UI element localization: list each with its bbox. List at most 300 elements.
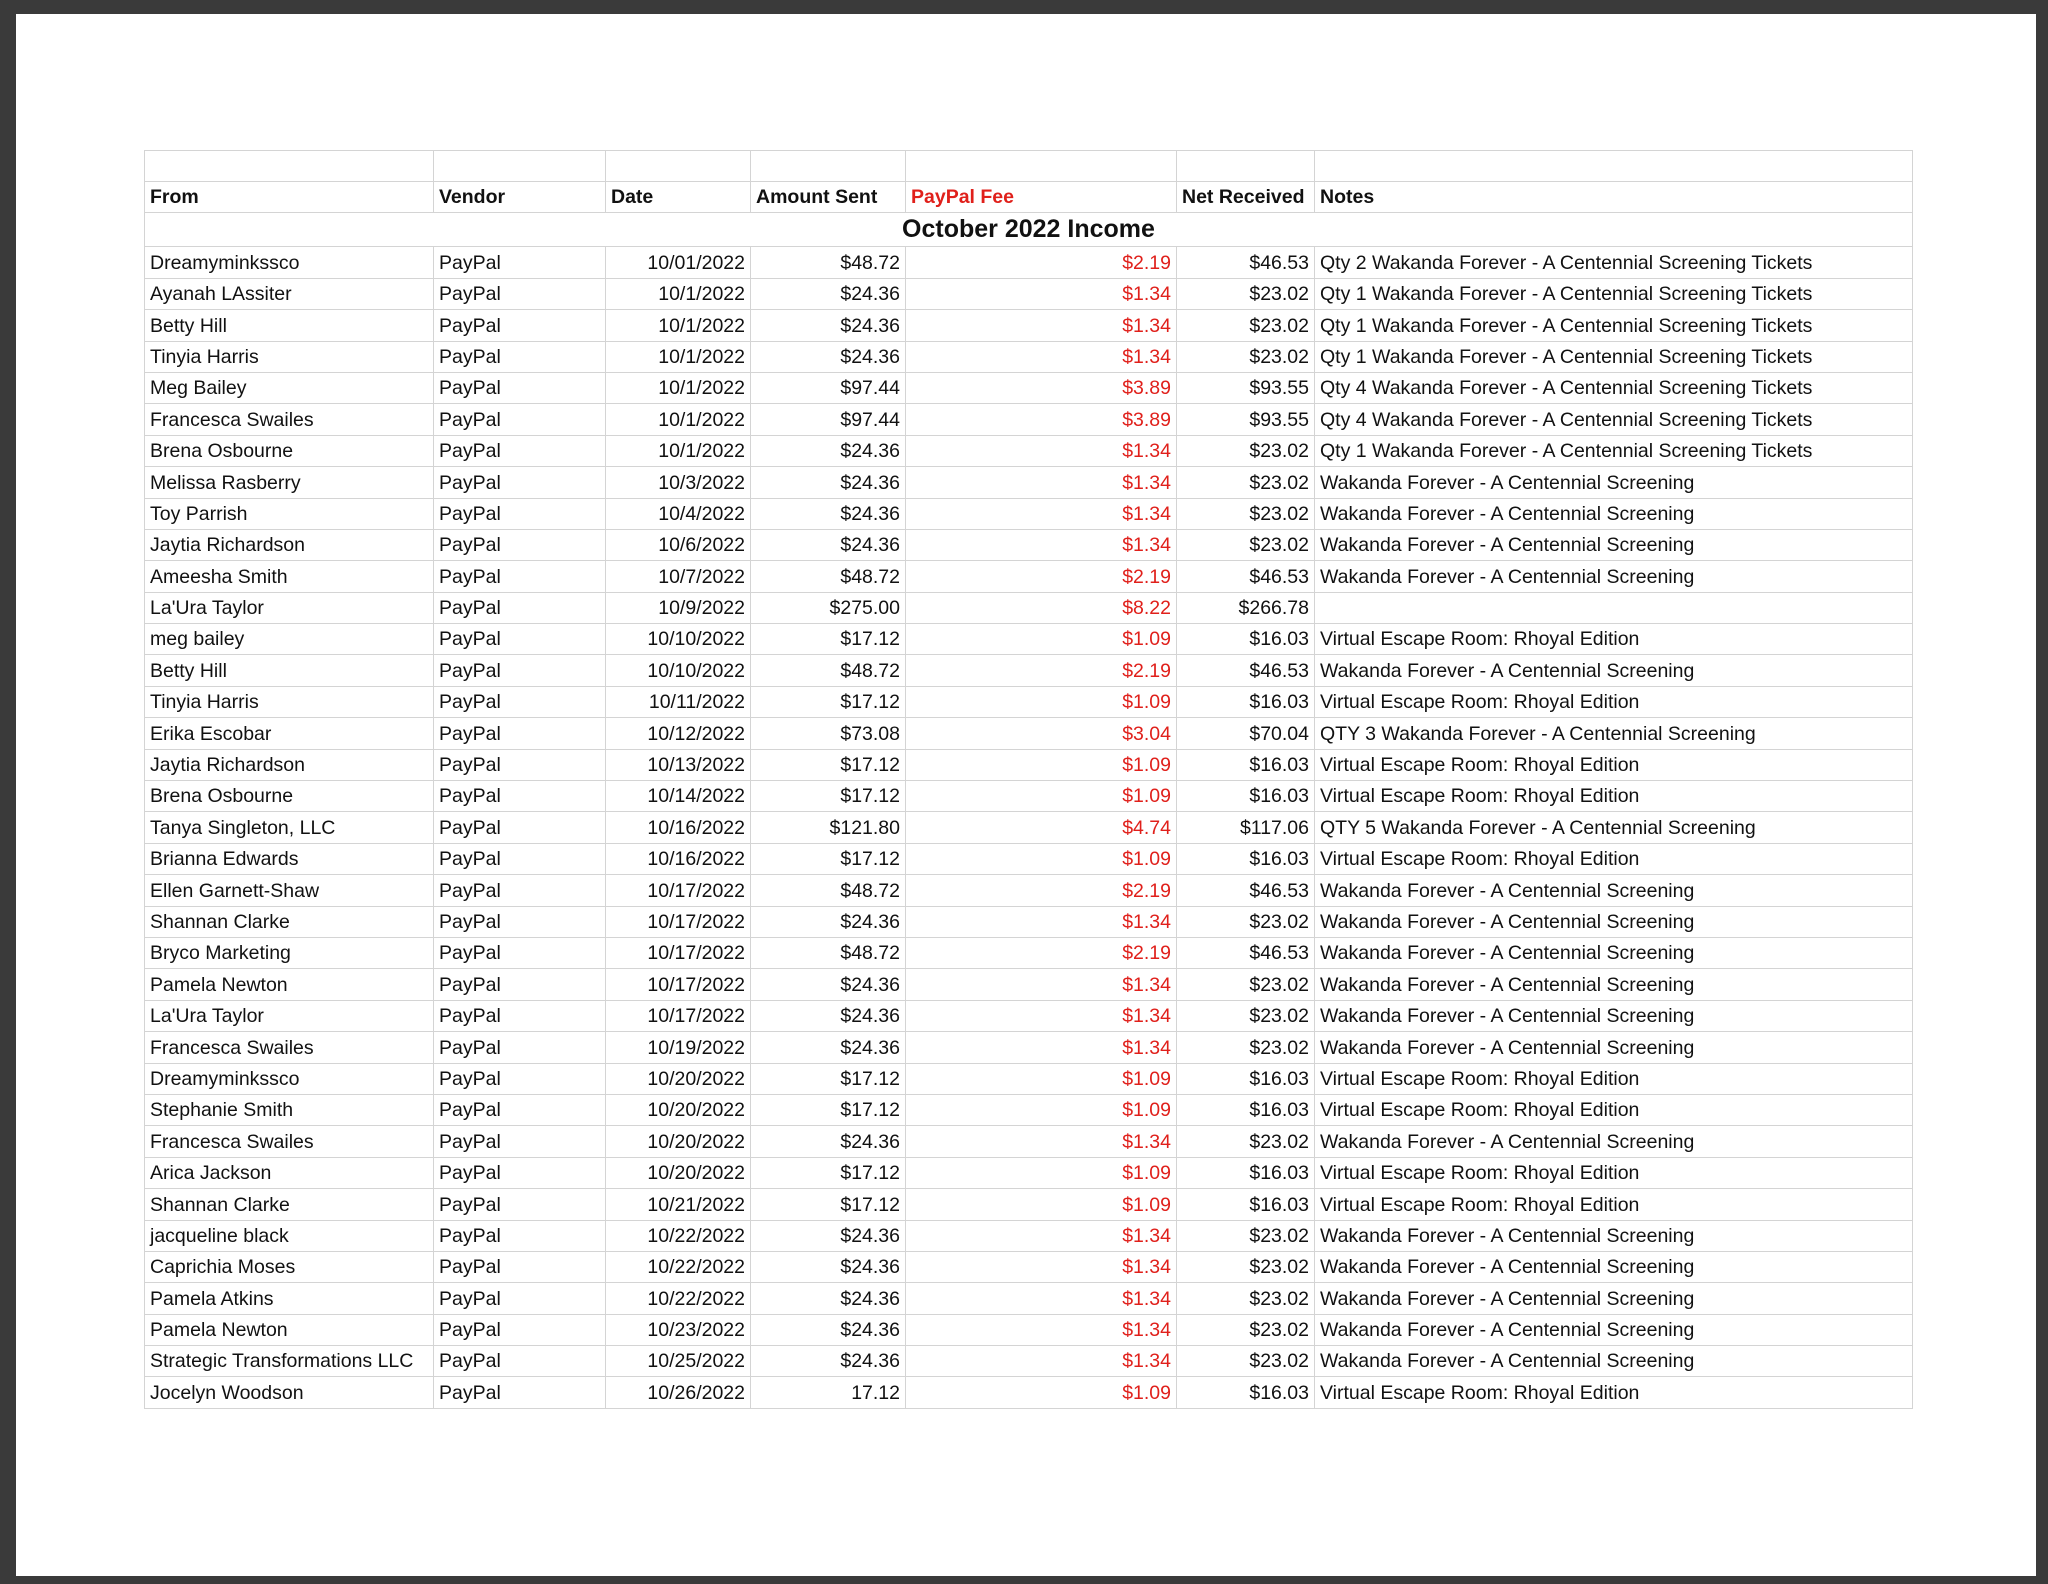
cell-paypal-fee: $2.19 xyxy=(906,937,1177,968)
header-row xyxy=(145,182,1913,213)
table-row xyxy=(145,749,1913,780)
cell-notes: Virtual Escape Room: Rhoyal Edition xyxy=(1315,1189,1913,1220)
cell-vendor: PayPal xyxy=(434,1314,606,1345)
table-row xyxy=(145,592,1913,623)
cell-net-received: $23.02 xyxy=(1177,1251,1315,1282)
cell-notes: Wakanda Forever - A Centennial Screening xyxy=(1315,1220,1913,1251)
cell-amount-sent: $17.12 xyxy=(751,843,906,874)
cell-net-received: $93.55 xyxy=(1177,372,1315,403)
cell-from: Dreamyminkssco xyxy=(145,1063,434,1094)
cell-vendor: PayPal xyxy=(434,467,606,498)
cell-net-received: $266.78 xyxy=(1177,592,1315,623)
cell-from: Francesca Swailes xyxy=(145,1126,434,1157)
table-row xyxy=(145,1251,1913,1282)
cell-notes: Wakanda Forever - A Centennial Screening xyxy=(1315,561,1913,592)
cell-notes: Wakanda Forever - A Centennial Screening xyxy=(1315,1126,1913,1157)
cell-date: 10/23/2022 xyxy=(606,1314,751,1345)
cell-notes: Wakanda Forever - A Centennial Screening xyxy=(1315,1283,1913,1314)
cell-vendor: PayPal xyxy=(434,404,606,435)
cell-vendor: PayPal xyxy=(434,875,606,906)
cell-net-received: $23.02 xyxy=(1177,1032,1315,1063)
cell-date: 10/11/2022 xyxy=(606,686,751,717)
cell-vendor: PayPal xyxy=(434,529,606,560)
cell-from: meg bailey xyxy=(145,624,434,655)
table-row xyxy=(145,1157,1913,1188)
table-row xyxy=(145,278,1913,309)
cell-date: 10/20/2022 xyxy=(606,1094,751,1125)
cell-from: Erika Escobar xyxy=(145,718,434,749)
cell-amount-sent: $24.36 xyxy=(751,435,906,466)
table-row xyxy=(145,529,1913,560)
cell-net-received: $23.02 xyxy=(1177,1126,1315,1157)
cell-vendor: PayPal xyxy=(434,812,606,843)
cell-amount-sent: $275.00 xyxy=(751,592,906,623)
cell-notes: Wakanda Forever - A Centennial Screening xyxy=(1315,969,1913,1000)
cell-paypal-fee: $1.34 xyxy=(906,906,1177,937)
cell-vendor: PayPal xyxy=(434,655,606,686)
header-from: From xyxy=(145,182,434,213)
cell-net-received: $46.53 xyxy=(1177,247,1315,278)
cell-amount-sent: $24.36 xyxy=(751,341,906,372)
cell-vendor: PayPal xyxy=(434,1157,606,1188)
table-row xyxy=(145,937,1913,968)
cell-from: Ayanah LAssiter xyxy=(145,278,434,309)
cell-paypal-fee: $1.34 xyxy=(906,1314,1177,1345)
cell-notes: Wakanda Forever - A Centennial Screening xyxy=(1315,1346,1913,1377)
cell-from: Ellen Garnett-Shaw xyxy=(145,875,434,906)
cell-notes: Qty 1 Wakanda Forever - A Centennial Screening Tickets xyxy=(1315,310,1913,341)
cell-from: jacqueline black xyxy=(145,1220,434,1251)
cell-notes: Qty 1 Wakanda Forever - A Centennial Screening Tickets xyxy=(1315,435,1913,466)
cell-paypal-fee: $3.04 xyxy=(906,718,1177,749)
cell-vendor: PayPal xyxy=(434,624,606,655)
table-row xyxy=(145,1000,1913,1031)
cell-amount-sent: $24.36 xyxy=(751,467,906,498)
cell-amount-sent: $17.12 xyxy=(751,686,906,717)
cell-date: 10/17/2022 xyxy=(606,875,751,906)
cell-vendor: PayPal xyxy=(434,498,606,529)
cell-date: 10/7/2022 xyxy=(606,561,751,592)
cell-net-received: $23.02 xyxy=(1177,310,1315,341)
cell-paypal-fee: $1.34 xyxy=(906,969,1177,1000)
cell-date: 10/10/2022 xyxy=(606,624,751,655)
cell-from: Francesca Swailes xyxy=(145,404,434,435)
cell-notes: Wakanda Forever - A Centennial Screening xyxy=(1315,875,1913,906)
table-row xyxy=(145,906,1913,937)
cell-notes: Virtual Escape Room: Rhoyal Edition xyxy=(1315,749,1913,780)
cell-paypal-fee: $1.34 xyxy=(906,310,1177,341)
cell-net-received: $16.03 xyxy=(1177,1094,1315,1125)
cell-vendor: PayPal xyxy=(434,937,606,968)
cell-from: Stephanie Smith xyxy=(145,1094,434,1125)
table-row xyxy=(145,1377,1913,1408)
cell-vendor: PayPal xyxy=(434,843,606,874)
cell-amount-sent: $121.80 xyxy=(751,812,906,843)
cell-net-received: $23.02 xyxy=(1177,969,1315,1000)
table-row xyxy=(145,624,1913,655)
table-row xyxy=(145,467,1913,498)
cell-net-received: $16.03 xyxy=(1177,749,1315,780)
cell-date: 10/22/2022 xyxy=(606,1251,751,1282)
cell-vendor: PayPal xyxy=(434,372,606,403)
cell-vendor: PayPal xyxy=(434,718,606,749)
cell-notes: Qty 4 Wakanda Forever - A Centennial Screening Tickets xyxy=(1315,404,1913,435)
header-paypal-fee: PayPal Fee xyxy=(906,182,1177,213)
cell-from: Jaytia Richardson xyxy=(145,749,434,780)
cell-net-received: $117.06 xyxy=(1177,812,1315,843)
cell-vendor: PayPal xyxy=(434,278,606,309)
cell-vendor: PayPal xyxy=(434,1126,606,1157)
section-title-row xyxy=(145,213,1913,247)
cell-amount-sent: $97.44 xyxy=(751,372,906,403)
cell-net-received: $46.53 xyxy=(1177,561,1315,592)
cell-paypal-fee: $1.34 xyxy=(906,1220,1177,1251)
cell-amount-sent: $24.36 xyxy=(751,498,906,529)
cell-paypal-fee: $1.09 xyxy=(906,1377,1177,1408)
cell-notes: Wakanda Forever - A Centennial Screening xyxy=(1315,529,1913,560)
cell-from: Dreamyminkssco xyxy=(145,247,434,278)
cell-from: Tanya Singleton, LLC xyxy=(145,812,434,843)
cell-amount-sent: $24.36 xyxy=(751,969,906,1000)
cell-net-received: $16.03 xyxy=(1177,1377,1315,1408)
cell-notes: Wakanda Forever - A Centennial Screening xyxy=(1315,906,1913,937)
cell-amount-sent: $24.36 xyxy=(751,529,906,560)
cell-notes: Virtual Escape Room: Rhoyal Edition xyxy=(1315,1063,1913,1094)
cell-from: Francesca Swailes xyxy=(145,1032,434,1063)
cell-date: 10/26/2022 xyxy=(606,1377,751,1408)
cell-amount-sent: $17.12 xyxy=(751,781,906,812)
cell-vendor: PayPal xyxy=(434,341,606,372)
cell-paypal-fee: $1.34 xyxy=(906,1251,1177,1282)
cell-net-received: $23.02 xyxy=(1177,1314,1315,1345)
cell-net-received: $16.03 xyxy=(1177,624,1315,655)
document-page xyxy=(16,14,2036,1576)
cell-paypal-fee: $2.19 xyxy=(906,561,1177,592)
cell-paypal-fee: $1.34 xyxy=(906,1032,1177,1063)
cell-from: Jaytia Richardson xyxy=(145,529,434,560)
cell-vendor: PayPal xyxy=(434,247,606,278)
cell-from: Bryco Marketing xyxy=(145,937,434,968)
cell-vendor: PayPal xyxy=(434,1063,606,1094)
table-row xyxy=(145,655,1913,686)
cell-vendor: PayPal xyxy=(434,969,606,1000)
cell-date: 10/1/2022 xyxy=(606,310,751,341)
cell-notes: Qty 1 Wakanda Forever - A Centennial Screening Tickets xyxy=(1315,341,1913,372)
cell-from: Betty Hill xyxy=(145,655,434,686)
cell-notes: Qty 2 Wakanda Forever - A Centennial Screening Tickets xyxy=(1315,247,1913,278)
table-row xyxy=(145,1189,1913,1220)
cell-date: 10/1/2022 xyxy=(606,341,751,372)
cell-from: Shannan Clarke xyxy=(145,906,434,937)
cell-paypal-fee: $3.89 xyxy=(906,404,1177,435)
table-row xyxy=(145,686,1913,717)
table-row xyxy=(145,812,1913,843)
cell-from: Meg Bailey xyxy=(145,372,434,403)
cell-date: 10/4/2022 xyxy=(606,498,751,529)
cell-net-received: $93.55 xyxy=(1177,404,1315,435)
cell-paypal-fee: $1.09 xyxy=(906,843,1177,874)
cell-amount-sent: $17.12 xyxy=(751,1094,906,1125)
cell-date: 10/17/2022 xyxy=(606,906,751,937)
cell-from: Arica Jackson xyxy=(145,1157,434,1188)
cell-date: 10/16/2022 xyxy=(606,812,751,843)
table-row xyxy=(145,1094,1913,1125)
cell-from: Brena Osbourne xyxy=(145,435,434,466)
cell-amount-sent: $24.36 xyxy=(751,906,906,937)
cell-date: 10/01/2022 xyxy=(606,247,751,278)
table-row xyxy=(145,435,1913,466)
cell-date: 10/16/2022 xyxy=(606,843,751,874)
cell-net-received: $16.03 xyxy=(1177,1189,1315,1220)
cell-net-received: $70.04 xyxy=(1177,718,1315,749)
cell-paypal-fee: $1.09 xyxy=(906,686,1177,717)
blank-row xyxy=(145,151,1913,182)
cell-notes: Wakanda Forever - A Centennial Screening xyxy=(1315,1032,1913,1063)
header-date: Date xyxy=(606,182,751,213)
income-table xyxy=(144,150,1913,1409)
cell-amount-sent: $97.44 xyxy=(751,404,906,435)
cell-paypal-fee: $1.09 xyxy=(906,1063,1177,1094)
section-title: October 2022 Income xyxy=(145,213,1913,247)
cell-date: 10/17/2022 xyxy=(606,937,751,968)
cell-vendor: PayPal xyxy=(434,1377,606,1408)
table-row xyxy=(145,561,1913,592)
cell-amount-sent: $48.72 xyxy=(751,561,906,592)
cell-net-received: $46.53 xyxy=(1177,655,1315,686)
header-notes: Notes xyxy=(1315,182,1913,213)
table-row xyxy=(145,1126,1913,1157)
cell-net-received: $23.02 xyxy=(1177,278,1315,309)
cell-paypal-fee: $1.34 xyxy=(906,278,1177,309)
cell-date: 10/1/2022 xyxy=(606,278,751,309)
cell-amount-sent: $17.12 xyxy=(751,624,906,655)
cell-notes: Virtual Escape Room: Rhoyal Edition xyxy=(1315,686,1913,717)
cell-amount-sent: $24.36 xyxy=(751,1283,906,1314)
cell-amount-sent: $24.36 xyxy=(751,1251,906,1282)
cell-amount-sent: $48.72 xyxy=(751,247,906,278)
cell-amount-sent: $48.72 xyxy=(751,937,906,968)
cell-notes: Wakanda Forever - A Centennial Screening xyxy=(1315,1000,1913,1031)
cell-paypal-fee: $1.09 xyxy=(906,624,1177,655)
table-row xyxy=(145,247,1913,278)
cell-vendor: PayPal xyxy=(434,1189,606,1220)
cell-paypal-fee: $1.34 xyxy=(906,1126,1177,1157)
cell-notes: Virtual Escape Room: Rhoyal Edition xyxy=(1315,1157,1913,1188)
cell-paypal-fee: $1.09 xyxy=(906,1157,1177,1188)
cell-date: 10/17/2022 xyxy=(606,969,751,1000)
cell-net-received: $23.02 xyxy=(1177,1346,1315,1377)
cell-date: 10/22/2022 xyxy=(606,1220,751,1251)
cell-net-received: $23.02 xyxy=(1177,341,1315,372)
cell-notes: Virtual Escape Room: Rhoyal Edition xyxy=(1315,624,1913,655)
cell-notes: Wakanda Forever - A Centennial Screening xyxy=(1315,937,1913,968)
table-row xyxy=(145,718,1913,749)
cell-amount-sent: $24.36 xyxy=(751,1346,906,1377)
cell-net-received: $16.03 xyxy=(1177,843,1315,874)
cell-notes: QTY 3 Wakanda Forever - A Centennial Screening xyxy=(1315,718,1913,749)
cell-from: Toy Parrish xyxy=(145,498,434,529)
cell-amount-sent: $17.12 xyxy=(751,749,906,780)
cell-paypal-fee: $1.34 xyxy=(906,1346,1177,1377)
cell-date: 10/12/2022 xyxy=(606,718,751,749)
cell-paypal-fee: $1.09 xyxy=(906,1189,1177,1220)
cell-notes: Wakanda Forever - A Centennial Screening xyxy=(1315,1314,1913,1345)
cell-net-received: $23.02 xyxy=(1177,467,1315,498)
cell-vendor: PayPal xyxy=(434,1283,606,1314)
cell-date: 10/14/2022 xyxy=(606,781,751,812)
table-row xyxy=(145,310,1913,341)
cell-notes: Qty 1 Wakanda Forever - A Centennial Screening Tickets xyxy=(1315,278,1913,309)
cell-from: La'Ura Taylor xyxy=(145,1000,434,1031)
cell-date: 10/9/2022 xyxy=(606,592,751,623)
cell-from: Pamela Newton xyxy=(145,1314,434,1345)
cell-amount-sent: $17.12 xyxy=(751,1063,906,1094)
table-row xyxy=(145,1220,1913,1251)
cell-paypal-fee: $1.34 xyxy=(906,1283,1177,1314)
cell-net-received: $23.02 xyxy=(1177,498,1315,529)
cell-notes: QTY 5 Wakanda Forever - A Centennial Screening xyxy=(1315,812,1913,843)
header-vendor: Vendor xyxy=(434,182,606,213)
cell-net-received: $16.03 xyxy=(1177,686,1315,717)
cell-vendor: PayPal xyxy=(434,686,606,717)
cell-paypal-fee: $2.19 xyxy=(906,655,1177,686)
cell-vendor: PayPal xyxy=(434,781,606,812)
cell-net-received: $23.02 xyxy=(1177,1283,1315,1314)
cell-notes: Wakanda Forever - A Centennial Screening xyxy=(1315,467,1913,498)
cell-amount-sent: $73.08 xyxy=(751,718,906,749)
cell-net-received: $46.53 xyxy=(1177,937,1315,968)
cell-date: 10/3/2022 xyxy=(606,467,751,498)
cell-amount-sent: $24.36 xyxy=(751,1000,906,1031)
cell-from: Shannan Clarke xyxy=(145,1189,434,1220)
table-row xyxy=(145,404,1913,435)
cell-vendor: PayPal xyxy=(434,1220,606,1251)
cell-notes: Virtual Escape Room: Rhoyal Edition xyxy=(1315,1377,1913,1408)
cell-vendor: PayPal xyxy=(434,906,606,937)
cell-amount-sent: $17.12 xyxy=(751,1189,906,1220)
cell-date: 10/20/2022 xyxy=(606,1126,751,1157)
cell-paypal-fee: $1.34 xyxy=(906,467,1177,498)
cell-amount-sent: $24.36 xyxy=(751,1126,906,1157)
header-net-received: Net Received xyxy=(1177,182,1315,213)
cell-notes: Wakanda Forever - A Centennial Screening xyxy=(1315,498,1913,529)
cell-date: 10/1/2022 xyxy=(606,404,751,435)
cell-paypal-fee: $1.34 xyxy=(906,529,1177,560)
cell-amount-sent: $24.36 xyxy=(751,1220,906,1251)
cell-from: Melissa Rasberry xyxy=(145,467,434,498)
cell-vendor: PayPal xyxy=(434,435,606,466)
cell-date: 10/21/2022 xyxy=(606,1189,751,1220)
cell-from: Pamela Atkins xyxy=(145,1283,434,1314)
cell-from: Strategic Transformations LLC xyxy=(145,1346,434,1377)
cell-vendor: PayPal xyxy=(434,592,606,623)
cell-amount-sent: $48.72 xyxy=(751,655,906,686)
cell-notes: Virtual Escape Room: Rhoyal Edition xyxy=(1315,781,1913,812)
cell-net-received: $46.53 xyxy=(1177,875,1315,906)
cell-paypal-fee: $1.09 xyxy=(906,781,1177,812)
cell-vendor: PayPal xyxy=(434,1032,606,1063)
table-row xyxy=(145,875,1913,906)
cell-net-received: $23.02 xyxy=(1177,906,1315,937)
cell-amount-sent: $24.36 xyxy=(751,310,906,341)
cell-notes: Virtual Escape Room: Rhoyal Edition xyxy=(1315,843,1913,874)
cell-date: 10/20/2022 xyxy=(606,1063,751,1094)
cell-from: Jocelyn Woodson xyxy=(145,1377,434,1408)
cell-from: Brena Osbourne xyxy=(145,781,434,812)
cell-date: 10/25/2022 xyxy=(606,1346,751,1377)
cell-from: Ameesha Smith xyxy=(145,561,434,592)
table-row xyxy=(145,341,1913,372)
cell-net-received: $23.02 xyxy=(1177,1220,1315,1251)
cell-paypal-fee: $2.19 xyxy=(906,247,1177,278)
cell-date: 10/20/2022 xyxy=(606,1157,751,1188)
cell-from: Tinyia Harris xyxy=(145,686,434,717)
cell-net-received: $23.02 xyxy=(1177,529,1315,560)
cell-date: 10/1/2022 xyxy=(606,372,751,403)
cell-from: Pamela Newton xyxy=(145,969,434,1000)
cell-from: Brianna Edwards xyxy=(145,843,434,874)
cell-paypal-fee: $1.34 xyxy=(906,341,1177,372)
cell-notes: Wakanda Forever - A Centennial Screening xyxy=(1315,655,1913,686)
table-row xyxy=(145,1063,1913,1094)
cell-date: 10/17/2022 xyxy=(606,1000,751,1031)
cell-paypal-fee: $1.34 xyxy=(906,1000,1177,1031)
cell-net-received: $23.02 xyxy=(1177,435,1315,466)
table-row xyxy=(145,1346,1913,1377)
cell-vendor: PayPal xyxy=(434,561,606,592)
cell-vendor: PayPal xyxy=(434,1251,606,1282)
cell-net-received: $16.03 xyxy=(1177,781,1315,812)
cell-vendor: PayPal xyxy=(434,310,606,341)
cell-notes xyxy=(1315,592,1913,623)
cell-date: 10/19/2022 xyxy=(606,1032,751,1063)
cell-notes: Qty 4 Wakanda Forever - A Centennial Screening Tickets xyxy=(1315,372,1913,403)
cell-paypal-fee: $8.22 xyxy=(906,592,1177,623)
cell-amount-sent: $24.36 xyxy=(751,1314,906,1345)
cell-net-received: $23.02 xyxy=(1177,1000,1315,1031)
header-amount-sent: Amount Sent xyxy=(751,182,906,213)
table-row xyxy=(145,372,1913,403)
cell-vendor: PayPal xyxy=(434,749,606,780)
cell-paypal-fee: $1.34 xyxy=(906,435,1177,466)
cell-paypal-fee: $2.19 xyxy=(906,875,1177,906)
cell-amount-sent: $24.36 xyxy=(751,278,906,309)
cell-vendor: PayPal xyxy=(434,1000,606,1031)
table-row xyxy=(145,969,1913,1000)
cell-from: Caprichia Moses xyxy=(145,1251,434,1282)
cell-from: Betty Hill xyxy=(145,310,434,341)
table-row xyxy=(145,1314,1913,1345)
cell-amount-sent: $48.72 xyxy=(751,875,906,906)
table-row xyxy=(145,498,1913,529)
cell-vendor: PayPal xyxy=(434,1094,606,1125)
cell-date: 10/13/2022 xyxy=(606,749,751,780)
cell-date: 10/6/2022 xyxy=(606,529,751,560)
cell-amount-sent: 17.12 xyxy=(751,1377,906,1408)
cell-net-received: $16.03 xyxy=(1177,1157,1315,1188)
table-row xyxy=(145,1032,1913,1063)
cell-from: Tinyia Harris xyxy=(145,341,434,372)
cell-notes: Wakanda Forever - A Centennial Screening xyxy=(1315,1251,1913,1282)
table-row xyxy=(145,843,1913,874)
table-row xyxy=(145,1283,1913,1314)
table-row xyxy=(145,781,1913,812)
cell-paypal-fee: $1.09 xyxy=(906,1094,1177,1125)
cell-paypal-fee: $4.74 xyxy=(906,812,1177,843)
cell-from: La'Ura Taylor xyxy=(145,592,434,623)
cell-date: 10/1/2022 xyxy=(606,435,751,466)
cell-vendor: PayPal xyxy=(434,1346,606,1377)
